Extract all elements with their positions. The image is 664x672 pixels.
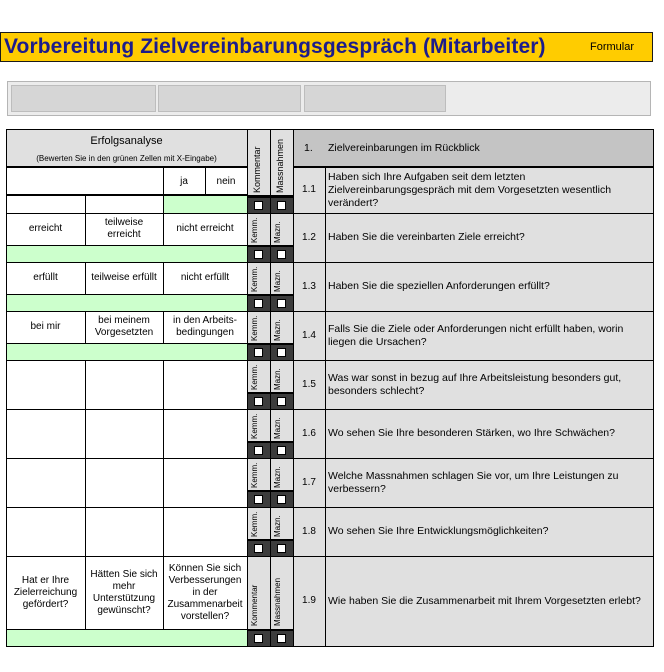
kommentar-header-label: Kommentar [252, 146, 262, 193]
row-3-massnahmen-checkbox[interactable] [277, 299, 286, 308]
row-6-kommentar-label: Kemm. [250, 413, 259, 439]
row-7-kommentar-label: Kemm. [250, 462, 259, 488]
question-9-text: Wie haben Sie die Zusammenarbeit mit Ihrem Vorgesetzten erlebt? [328, 594, 641, 607]
page-title: Vorbereitung Zielvereinbarungsgespräch (Mitarbeiter) [4, 35, 546, 58]
question-1-text: Haben sich Ihre Aufgaben seit dem letzten Zielvereinbarungsgespräch mit dem Vorgesetzten wesentlich verändert? [328, 170, 612, 209]
row-3-option-3: nicht erfüllt [180, 272, 230, 283]
row-5-col-1[interactable] [6, 360, 86, 410]
question-6-text: Wo sehen Sie Ihre besonderen Stärken, wo Ihre Schwächen? [328, 427, 615, 439]
row-1-label-ja: ja [180, 176, 188, 187]
row-6-massnahmen-checkbox[interactable] [277, 446, 286, 455]
row-2-option-3: nicht erreicht [176, 223, 234, 234]
row-3-kommentar-label: Kemm. [250, 266, 259, 292]
section-title: Zielvereinbarungen im Rückblick [328, 142, 480, 154]
row-9-option-1: Hat er Ihre Zielerreichung gefördert? [13, 574, 78, 610]
row-1-input-2[interactable] [85, 195, 164, 214]
row-6-massnahmen-label: Mazn. [273, 417, 282, 439]
row-9-kommentar-label: Kommentar [250, 584, 259, 626]
row-1-input-1[interactable] [6, 195, 86, 214]
question-3-text: Haben Sie die speziellen Anforderungen erfüllt? [328, 280, 550, 292]
question-9-number: 1.9 [302, 595, 316, 606]
row-8-massnahmen-checkbox[interactable] [277, 544, 286, 553]
row-9-massnahmen-label: Massnahmen [273, 577, 282, 626]
row-6-col-3[interactable] [163, 409, 248, 459]
question-7-text: Welche Massnahmen schlagen Sie vor, um Ihre Leistungen zu verbessern? [328, 469, 619, 495]
row-1-blank [6, 167, 164, 195]
massnahmen-header-label: Massnahmen [275, 138, 285, 193]
row-4-option-2: bei meinem Vorgesetzten [94, 315, 154, 338]
row-4-green-input[interactable] [6, 343, 248, 361]
row-5-col-2[interactable] [85, 360, 164, 410]
question-7-number: 1.7 [302, 476, 316, 488]
row-4-massnahmen-label: Mazn. [273, 319, 282, 341]
row-1-label-nein: nein [216, 176, 236, 187]
row-8-massnahmen-label: Mazn. [273, 515, 282, 537]
analysis-subtitle: (Bewerten Sie in den grünen Zellen mit X-Eingabe) [36, 154, 217, 163]
row-4-option-1: bei mir [30, 321, 61, 332]
question-4-number: 1.4 [302, 329, 316, 341]
row-8-kommentar-label: Kemm. [250, 511, 259, 537]
row-9-option-3: Können Sie sich Verbesserungen in der Zusammenarbeit vorstellen? [167, 562, 243, 622]
row-6-col-2[interactable] [85, 409, 164, 459]
row-8-col-3[interactable] [163, 507, 248, 557]
row-7-col-1[interactable] [6, 458, 86, 508]
question-8-number: 1.8 [302, 525, 316, 537]
row-5-kommentar-checkbox[interactable] [254, 397, 263, 406]
row-2-kommentar-checkbox[interactable] [254, 250, 263, 259]
row-4-option-3: in den Arbeits- bedingungen [173, 315, 237, 338]
analysis-title: Erfolgsanalyse [90, 135, 163, 147]
row-3-green-input[interactable] [6, 294, 248, 312]
question-2-number: 1.2 [302, 231, 316, 243]
row-7-massnahmen-label: Mazn. [273, 466, 282, 488]
row-3-kommentar-checkbox[interactable] [254, 299, 263, 308]
question-5-number: 1.5 [302, 378, 316, 390]
row-4-kommentar-checkbox[interactable] [254, 348, 263, 357]
row-3-option-2: teilweise erfüllt [91, 272, 157, 283]
row-2-green-input[interactable] [6, 245, 248, 263]
row-1-massnahmen-checkbox[interactable] [277, 201, 286, 210]
row-1-green-input[interactable] [163, 195, 248, 214]
row-2-kommentar-label: Kemm. [250, 217, 259, 243]
row-4-kommentar-label: Kemm. [250, 315, 259, 341]
row-9-option-2: Hätten Sie sich mehr Unterstützung gewünscht? [90, 568, 158, 616]
row-2-massnahmen-label: Mazn. [273, 221, 282, 243]
row-5-massnahmen-checkbox[interactable] [277, 397, 286, 406]
question-4-text: Falls Sie die Ziele oder Anforderungen nicht erfüllt haben, worin liegen die Ursachen? [328, 322, 624, 348]
row-2-option-1: erreicht [28, 223, 63, 234]
row-2-option-2: teilweise erreicht [104, 217, 144, 240]
question-6-number: 1.6 [302, 427, 316, 439]
row-6-col-1[interactable] [6, 409, 86, 459]
row-5-kommentar-label: Kemm. [250, 364, 259, 390]
row-9-kommentar-checkbox[interactable] [254, 634, 263, 643]
form-label: Formular [590, 41, 635, 53]
row-2-massnahmen-checkbox[interactable] [277, 250, 286, 259]
row-1-kommentar-checkbox[interactable] [254, 201, 263, 210]
row-3-massnahmen-label: Mazn. [273, 270, 282, 292]
row-9-massnahmen-checkbox[interactable] [277, 634, 286, 643]
row-8-kommentar-checkbox[interactable] [254, 544, 263, 553]
question-3-number: 1.3 [302, 280, 316, 292]
row-4-massnahmen-checkbox[interactable] [277, 348, 286, 357]
row-5-massnahmen-label: Mazn. [273, 368, 282, 390]
row-7-col-3[interactable] [163, 458, 248, 508]
row-5-col-3[interactable] [163, 360, 248, 410]
question-8-text: Wo sehen Sie Ihre Entwicklungsmöglichkeiten? [328, 525, 549, 537]
row-8-col-1[interactable] [6, 507, 86, 557]
row-7-col-2[interactable] [85, 458, 164, 508]
question-1-number: 1.1 [302, 184, 316, 195]
question-2-text: Haben Sie die vereinbarten Ziele erreicht? [328, 231, 525, 243]
row-3-option-1: erfüllt [33, 272, 58, 283]
row-7-massnahmen-checkbox[interactable] [277, 495, 286, 504]
question-5-text: Was war sonst in bezug auf Ihre Arbeitsleistung besonders gut, besonders schlecht? [328, 371, 622, 397]
row-9-green-input[interactable] [6, 629, 248, 647]
row-6-kommentar-checkbox[interactable] [254, 446, 263, 455]
section-number: 1. [304, 142, 313, 154]
row-8-col-2[interactable] [85, 507, 164, 557]
row-7-kommentar-checkbox[interactable] [254, 495, 263, 504]
